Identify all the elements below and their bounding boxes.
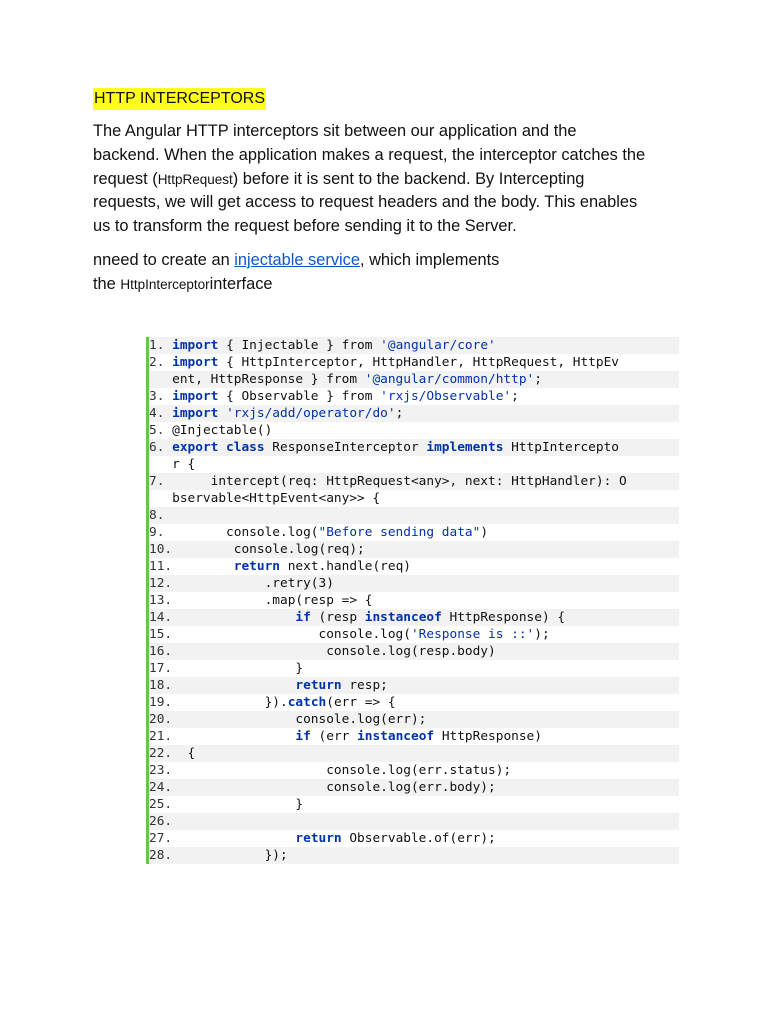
code-token: } [179, 797, 304, 812]
code-line [149, 507, 679, 524]
code-line [149, 592, 679, 609]
intro-text: request ( [93, 169, 158, 188]
code-token: next.handle(req) [280, 559, 411, 574]
code-token: @Injectable() [172, 423, 273, 438]
code-line [149, 728, 679, 745]
line-number: 21. [149, 729, 180, 744]
code-token: "Before sending data" [318, 525, 481, 540]
line-number: 25. [149, 797, 180, 812]
code-line [149, 524, 679, 541]
code-token: intercept(req: HttpRequest<any>, next: HttpHandler): O [172, 474, 627, 489]
code-token: ; [511, 389, 519, 404]
code-token: HttpIntercepto [503, 440, 619, 455]
code-token: ); [534, 627, 550, 642]
code-token: console.log(err.body); [179, 780, 496, 795]
code-token: r { [149, 457, 196, 472]
code-line [149, 694, 679, 711]
code-line [149, 813, 679, 830]
line-number: 7. [149, 474, 173, 489]
line-number: 11. [149, 559, 180, 574]
line-number: 23. [149, 763, 180, 778]
code-token: implements [426, 440, 504, 455]
code-line [149, 575, 679, 592]
line-number: 3. [149, 389, 173, 404]
intro-line: The Angular HTTP interceptors sit between our application and the [93, 122, 577, 140]
code-token: { HttpInterceptor, HttpHandler, HttpRequest, HttpEv [218, 355, 619, 370]
line-number: 14. [149, 610, 180, 625]
code-token: return [295, 678, 342, 693]
code-token: '@angular/common/http' [364, 372, 535, 387]
instruction-text: nneed to create an [93, 251, 235, 269]
line-number: 2. [149, 355, 173, 370]
code-token: { Injectable } from [218, 338, 381, 353]
instruction-line [93, 248, 693, 272]
code-block [146, 337, 679, 864]
code-token: return [233, 559, 280, 574]
instruction-paragraph [93, 248, 693, 297]
code-token: resp; [341, 678, 388, 693]
code-token: 'Response is ::' [410, 627, 535, 642]
code-token: Observable.of(err); [341, 831, 496, 846]
code-token [180, 610, 296, 625]
code-token: console.log(err); [179, 712, 427, 727]
line-number: 6. [149, 440, 173, 455]
line-number: 27. [149, 831, 180, 846]
code-line [149, 847, 679, 864]
line-number: 19. [149, 695, 180, 710]
code-token: console.log(req); [179, 542, 365, 557]
code-token [180, 678, 296, 693]
line-number: 4. [149, 406, 173, 421]
code-token: catch [287, 695, 327, 710]
code-token: import [172, 338, 219, 353]
intro-paragraph [93, 120, 693, 239]
line-number: 26. [149, 814, 180, 829]
line-number: 24. [149, 780, 180, 795]
inline-code-httprequest: HttpRequest [157, 171, 233, 187]
line-number: 13. [149, 593, 180, 608]
code-line [149, 796, 679, 813]
code-token [180, 729, 296, 744]
line-number: 1. [149, 338, 173, 353]
line-number: 8. [149, 508, 173, 523]
instruction-line [93, 272, 693, 297]
line-number: 5. [149, 423, 173, 438]
line-number: 16. [149, 644, 180, 659]
code-line [149, 762, 679, 779]
code-token: HttpResponse) { [441, 610, 566, 625]
code-line [149, 830, 679, 847]
code-line [149, 609, 679, 626]
code-token: console.log(resp.body) [179, 644, 496, 659]
instruction-text: , which implements [359, 251, 500, 269]
code-token: console.log(err.status); [179, 763, 512, 778]
code-line [149, 422, 679, 439]
intro-line: us to transform the request before sending it to the Server. [93, 217, 517, 236]
code-token: 'rxjs/add/operator/do' [226, 406, 396, 421]
line-number: 9. [149, 525, 173, 540]
code-line [149, 626, 679, 643]
line-number: 22. [149, 746, 180, 761]
code-line [149, 354, 679, 371]
instruction-text: interface [209, 275, 273, 293]
code-token: '@angular/core' [380, 338, 496, 353]
instruction-text: the [93, 275, 121, 293]
code-token: import [172, 355, 219, 370]
section-heading: HTTP INTERCEPTORS [93, 88, 266, 110]
code-line [149, 711, 679, 728]
code-line [149, 490, 679, 507]
code-line [149, 745, 679, 762]
code-token: { Observable } from [218, 389, 381, 404]
code-token: (err => { [326, 695, 396, 710]
code-token: (resp [310, 610, 365, 625]
code-token [180, 559, 234, 574]
code-token: import [172, 406, 219, 421]
code-token: ResponseInterceptor [264, 440, 427, 455]
code-token: 'rxjs/Observable' [380, 389, 512, 404]
code-line [149, 660, 679, 677]
code-line [149, 541, 679, 558]
code-token: instanceof [364, 610, 442, 625]
line-number: 17. [149, 661, 180, 676]
code-token: export class [172, 440, 265, 455]
intro-line: requests, we will get access to request headers and the body. This enables [93, 193, 638, 212]
code-token: ; [395, 406, 404, 421]
code-token: bservable<HttpEvent<any>> { [149, 491, 381, 506]
code-line [149, 371, 679, 388]
intro-text: ) before it is sent to the backend. By Intercepting [232, 169, 585, 188]
code-line [149, 677, 679, 694]
code-token [180, 831, 296, 846]
code-token: }). [179, 695, 288, 710]
code-token: ; [534, 372, 542, 387]
code-token: if [295, 610, 311, 625]
line-number: 20. [149, 712, 180, 727]
code-line [149, 643, 679, 660]
line-number: 28. [149, 848, 180, 863]
code-token: } [179, 661, 304, 676]
code-token: ent, HttpResponse } from [149, 372, 365, 387]
code-token: .map(resp => { [179, 593, 373, 608]
code-line [149, 558, 679, 575]
code-line [149, 337, 679, 354]
code-token: console.log( [179, 627, 411, 642]
code-line [149, 456, 679, 473]
code-token: }); [179, 848, 288, 863]
line-number: 15. [149, 627, 180, 642]
code-token: ) [480, 525, 489, 540]
code-token: console.log( [172, 525, 319, 540]
code-token: .retry(3) [179, 576, 334, 591]
code-token: import [172, 389, 219, 404]
code-token: if [295, 729, 311, 744]
intro-line: backend. When the application makes a request, the interceptor catches the [93, 145, 646, 164]
code-token: { [179, 746, 196, 761]
code-line [149, 405, 679, 422]
injectable-service-link[interactable]: injectable service [234, 251, 360, 269]
code-token [218, 406, 226, 421]
intro-line [93, 168, 693, 192]
code-line [149, 439, 679, 456]
code-token: HttpResponse) [434, 729, 542, 744]
code-line [149, 473, 679, 490]
code-line [149, 779, 679, 796]
line-number: 10. [149, 542, 180, 557]
code-line [149, 388, 679, 405]
line-number: 12. [149, 576, 180, 591]
line-number: 18. [149, 678, 180, 693]
code-token: (err [310, 729, 358, 744]
code-token: instanceof [357, 729, 435, 744]
code-token: return [295, 831, 342, 846]
inline-code-httpinterceptor: HttpInterceptor [120, 277, 210, 292]
